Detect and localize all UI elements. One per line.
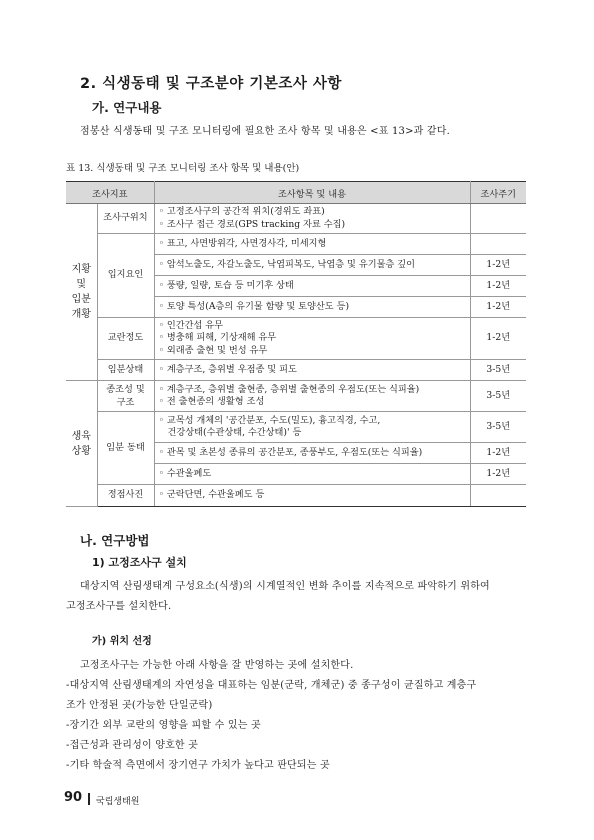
category-label-line: 상황 xyxy=(71,445,91,457)
row-cycle: 1-2년 xyxy=(470,276,526,297)
row-content: ◦ 풍량, 일량, 토습 등 미기후 상태 xyxy=(154,276,470,297)
row-cycle xyxy=(470,485,526,507)
criteria-bullet: -기타 학술적 측면에서 장기연구 가치가 높다고 판단되는 곳 xyxy=(66,760,330,771)
row-cycle: 1-2년 xyxy=(470,443,526,464)
category-site xyxy=(66,204,97,381)
header-cycle: 조사주기 xyxy=(470,182,526,204)
criteria-bullet: -장기간 외부 교란의 영향을 피할 수 있는 곳 xyxy=(66,720,261,731)
table-caption: 표 13. 식생동태 및 구조 모니터링 조사 항목 및 내용(안) xyxy=(66,163,300,174)
row-content: ◦ 교목성 개체의 '공간분포, 수도(밀도), 흉고직경, 수고, 건강상태(수관상태, 수간상태)' 등 xyxy=(154,412,470,443)
criteria-bullet: 조가 안정된 곳(가능한 단일군락) xyxy=(66,700,213,711)
criteria-bullet: -접근성과 관리성이 양호한 곳 xyxy=(66,740,199,751)
row-content: ◦ 계층구조, 층위별 출현종, 층위별 출현종의 우점도(또는 식피율) ◦ 전 출현종의 생활형 조성 xyxy=(154,381,470,412)
row-content: ◦ 암석노출도, 자갈노출도, 낙엽피복도, 낙엽층 및 유기물층 깊이 xyxy=(154,255,470,276)
category-label-line: 및 xyxy=(76,279,87,290)
row-subitem: 교란정도 xyxy=(97,318,154,360)
row-cycle: 1-2년 xyxy=(470,297,526,318)
subsection-heading: 가. 연구내용 xyxy=(92,100,162,115)
header-indicator: 조사지표 xyxy=(66,182,154,204)
footer-divider xyxy=(88,793,90,805)
section-heading: 2. 식생동태 및 구조분야 기본조사 사항 xyxy=(80,76,342,92)
row-subitem: 종조성 및 구조 xyxy=(97,381,154,412)
row-subitem: 임분 동태 xyxy=(97,412,154,485)
row-cycle: 3-5년 xyxy=(470,412,526,443)
category-label-line: 지황 xyxy=(71,264,91,275)
category-label-line: 입분 xyxy=(71,294,91,305)
row-cycle xyxy=(470,204,526,234)
row-content: ◦ 토양 특성(A층의 유기물 함량 및 토양산도 등) xyxy=(154,297,470,318)
intro-paragraph: 점봉산 식생동태 및 구조 모니터링에 필요한 조사 항목 및 내용은 <표 13>과 같다. xyxy=(80,126,451,137)
method-paragraph-line: 고정조사구를 설치한다. xyxy=(66,601,172,612)
survey-items-table xyxy=(66,181,526,507)
row-content: ◦ 관목 및 초본성 종류의 공간분포, 종풍부도, 우점도(또는 식피율) xyxy=(154,443,470,464)
row-cycle: 3-5년 xyxy=(470,360,526,381)
row-content: ◦ 고정조사구의 공간적 위치(경위도 좌표) ◦ 조사구 접근 경로(GPS tracking 자료 수집) xyxy=(154,204,470,234)
header-content: 조사항목 및 내용 xyxy=(154,182,470,204)
method-subheading: 1) 고정조사구 설치 xyxy=(92,556,187,569)
criteria-bullet: -대상지역 산림생태계의 자연성을 대표하는 임분(군락, 개체군) 중 종구성이 균질하고 계층구 xyxy=(66,680,477,691)
row-cycle: 1-2년 xyxy=(470,318,526,360)
location-subheading: 가) 위치 선정 xyxy=(92,636,152,647)
footer-organization: 국립생태원 xyxy=(96,797,140,807)
row-cycle: 1-2년 xyxy=(470,255,526,276)
method-paragraph-line: 대상지역 산림생태계 구성요소(식생)의 시계열적인 변화 추이를 지속적으로 파악하기 위하여 xyxy=(80,581,490,592)
row-subitem: 조사구위치 xyxy=(97,204,154,234)
category-label-line: 생육 xyxy=(71,430,91,442)
row-cycle: 1-2년 xyxy=(470,464,526,485)
row-subitem: 임분상태 xyxy=(97,360,154,381)
row-cycle: 3-5년 xyxy=(470,381,526,412)
row-content: ◦ 군락단면, 수관울폐도 등 xyxy=(154,485,470,507)
row-content: ◦ 인간간섭 유무 ◦ 병충해 피해, 기상재해 유무 ◦ 외래종 출현 및 번성 유무 xyxy=(154,318,470,360)
location-paragraph: 고정조사구는 가능한 아래 사항을 잘 반영하는 곳에 설치한다. xyxy=(80,660,354,671)
row-content: ◦ 수관울폐도 xyxy=(154,464,470,485)
row-content: ◦ 계층구조, 층위별 우점종 및 피도 xyxy=(154,360,470,381)
method-heading: 나. 연구방법 xyxy=(80,533,150,548)
row-content: ◦ 표고, 사면방위각, 사면경사각, 미세지형 xyxy=(154,234,470,255)
row-subitem: 정점사진 xyxy=(97,485,154,507)
row-subitem: 입지요인 xyxy=(97,234,154,318)
page-number: 90 xyxy=(64,790,83,805)
category-label-line: 개황 xyxy=(71,309,91,320)
row-cycle xyxy=(470,234,526,255)
category-growth xyxy=(66,381,97,507)
